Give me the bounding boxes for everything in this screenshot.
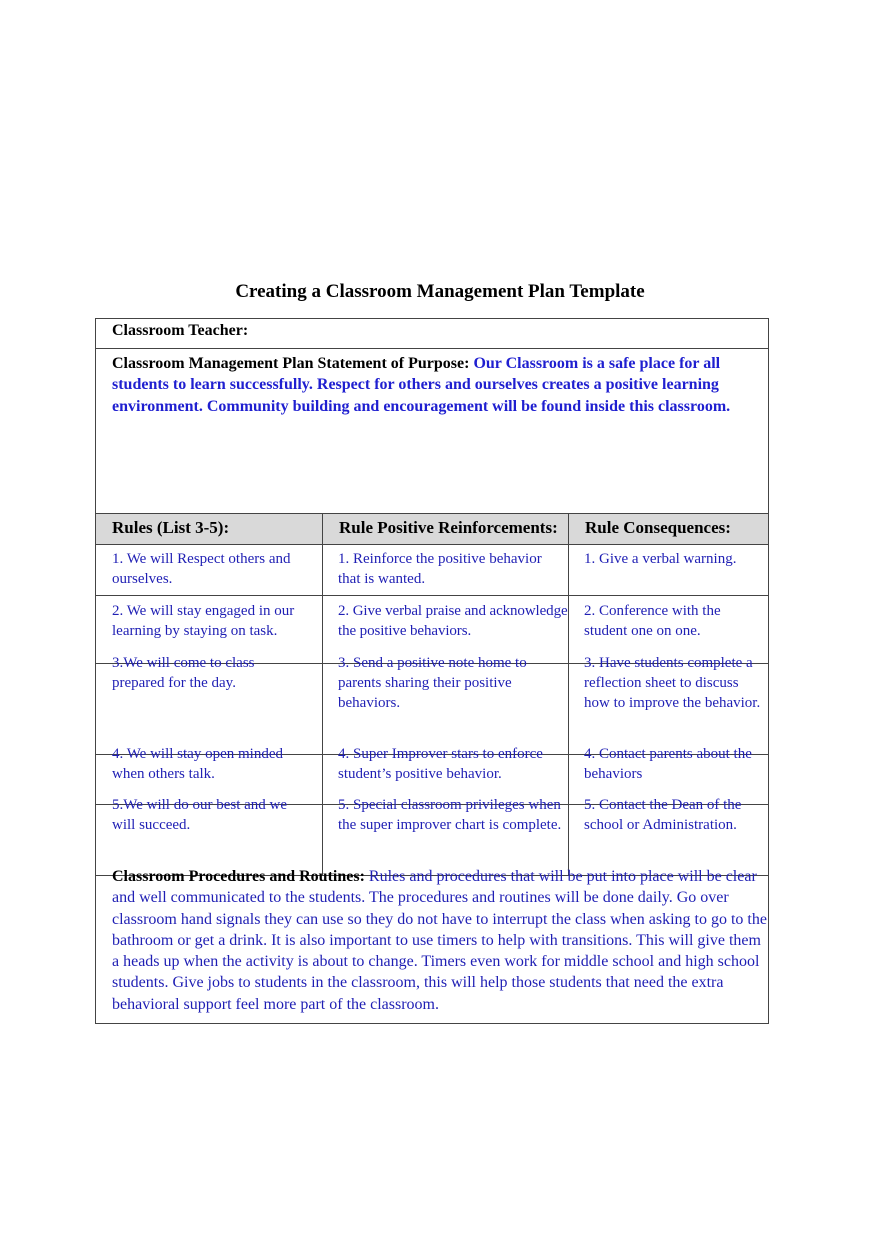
table-border-left — [95, 318, 96, 1024]
reinforcement-2: 2. Give verbal praise and acknowledge the positive behaviors. — [338, 603, 568, 639]
rule-3: 3.We will come to class prepared for the day. — [112, 655, 255, 691]
procedures-text: Rules and procedures that will be put into place will be clear and well communicated to the students. The procedures and routines will be done daily. Go over classroom hand signals they can use so they do not have to interrupt the class when asking to go to the bathroom or get a drink. It is also important to use timers to help with transitions. This will give them a heads up when the activity is about to change. Timers even work for middle school and high school students. Give jobs to students in the classroom, this will help those students that need the extra behavioral support feel more part of the classroom. — [112, 868, 767, 1013]
purpose-statement — [112, 353, 766, 417]
reinforcement-1: 1. Reinforce the positive behavior that is wanted. — [338, 551, 542, 587]
header-rules: Rules (List 3-5): — [112, 518, 230, 537]
rule-1: 1. We will Respect others and ourselves. — [112, 551, 291, 587]
consequence-2: 2. Conference with the student one on one. — [584, 603, 721, 639]
teacher-label: Classroom Teacher: — [112, 322, 249, 339]
procedures-section — [112, 866, 768, 1015]
consequence-3: 3. Have students complete a reflection sheet to discuss how to improve the behavior. — [584, 655, 761, 711]
procedures-label: Classroom Procedures and Routines: — [112, 868, 365, 885]
consequence-4: 4. Contact parents about the behaviors — [584, 746, 752, 782]
purpose-text: Our Classroom is a safe place for all students to learn successfully. Respect for others and ourselves creates a positive learning environment. Community building and encouragement will be found inside this classroom. — [112, 355, 731, 415]
header-consequences: Rule Consequences: — [585, 518, 731, 537]
consequence-5: 5. Contact the Dean of the school or Administration. — [584, 797, 742, 833]
page-title: Creating a Classroom Management Plan Template — [235, 281, 645, 302]
divider-row1 — [95, 595, 769, 596]
divider-teacher — [95, 348, 769, 349]
column-divider-1 — [322, 513, 323, 875]
header-reinforcements: Rule Positive Reinforcements: — [339, 518, 558, 537]
rule-4: 4. We will stay open minded when others talk. — [112, 746, 283, 782]
reinforcement-3: 3. Send a positive note home to parents sharing their positive behaviors. — [338, 655, 527, 711]
reinforcement-4: 4. Super Improver stars to enforce student’s positive behavior. — [338, 746, 543, 782]
purpose-label: Classroom Management Plan Statement of Purpose: — [112, 355, 470, 372]
divider-header — [95, 544, 769, 545]
table-border-right — [768, 318, 769, 1024]
rule-5: 5.We will do our best and we will succeed. — [112, 797, 288, 833]
reinforcement-5: 5. Special classroom privileges when the super improver chart is complete. — [338, 797, 562, 833]
table-border-bottom — [95, 1023, 769, 1024]
rule-2: 2. We will stay engaged in our learning by staying on task. — [112, 603, 295, 639]
consequence-1: 1. Give a verbal warning. — [584, 551, 737, 567]
column-divider-2 — [568, 513, 569, 875]
